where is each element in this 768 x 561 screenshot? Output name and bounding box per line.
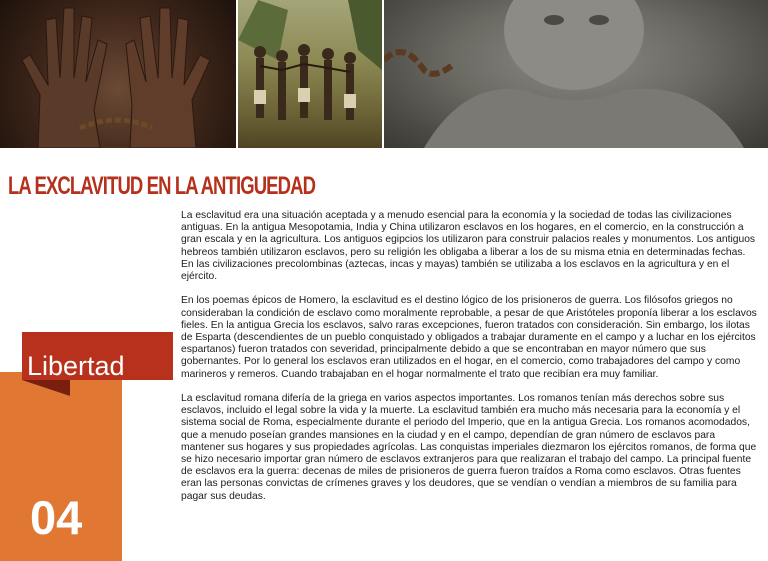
slave-march-illustration [238,0,382,148]
paragraph: La esclavitud romana difería de la griega en varios aspectos importantes. Los romanos tenían más derechos sobre sus esclavos, incluido el legal sobre la vida y la muerte. La esclavitud también era mucho más necesaria para la economía y el sistema social de Roma, especialmente durante el periodo del Imperio, que en la antigua Grecia. Los romanos acomodados, que a menudo poseían grandes mansiones en la ciudad y en el campo, dependían de gran número de esclavos para mantener sus hogares y sus propiedades agrícolas. Las conquistas imperiales diezmaron los ejércitos romanos, de forma que se hizo necesario importar gran número de esclavos extranjeros para que realizaran el trabajo del campo. La principal fuente de esclavos era la guerra: decenas de miles de prisioneros de guerra fueron traídos a Roma como esclavos. Otras fuentes eran las personas convictas de crímenes graves y los deudores, que se vendían o vendían a miembros de su familia para pagar sus deudas. [181,393,757,502]
paragraph: En los poemas épicos de Homero, la esclavitud es el destino lógico de los prisioneros de guerra. Los filósofos griegos no consideraban la condición de esclavo como moralmente reprobable, a pesar de que Aristóteles proponía liberar a los esclavos fieles. En la antigua Grecia los esclavos, salvo raras excepciones, fueron tratados con consideración. Sin embargo, los ilotas de Esparta (descendientes de un pueblo conquistado y obligados a trabajar duramente en el campo y a luchar en los ejércitos espartanos) fueron tratados con severidad, principalmente debido a que se encontraban en mayor número que sus gobernantes. Por lo general los esclavos eran utilizados en el hogar, en el comercio, como trabajadores del campo y como marineros y remeros. Cuando trabajaban en el hogar normalmente el trato que recibían era muy familiar. [181,295,757,380]
header-photo-strip [0,0,768,148]
banner-fold [22,380,70,396]
page-title: LA EXCLAVITUD EN LA ANTIGUEDAD [8,172,316,200]
body-text [181,210,757,515]
chained-hands-photo [0,0,236,148]
page-number: 04 [30,491,83,544]
paragraph: La esclavitud era una situación aceptada y a menudo esencial para la economía y la sociedad de todas las civilizaciones antiguas. En la antigua Mesopotamia, India y China utilizaron esclavos en los hogares, en el comercio, en la construcción a gran escala y en la agricultura. Los antiguos egipcios los utilizaron para construir palacios reales y monumentos. Los antiguos hebreos también utilizaron esclavos, pero su religión les obligaba a liberar a los de su misma etnia en determinadas fechas. En las civilizaciones precolombinas (aztecas, incas y mayas) también se utilizaba a los esclavos en la agricultura y en el ejército. [181,210,756,283]
section-label: Libertad [27,351,125,381]
chained-statue-photo [384,0,768,148]
